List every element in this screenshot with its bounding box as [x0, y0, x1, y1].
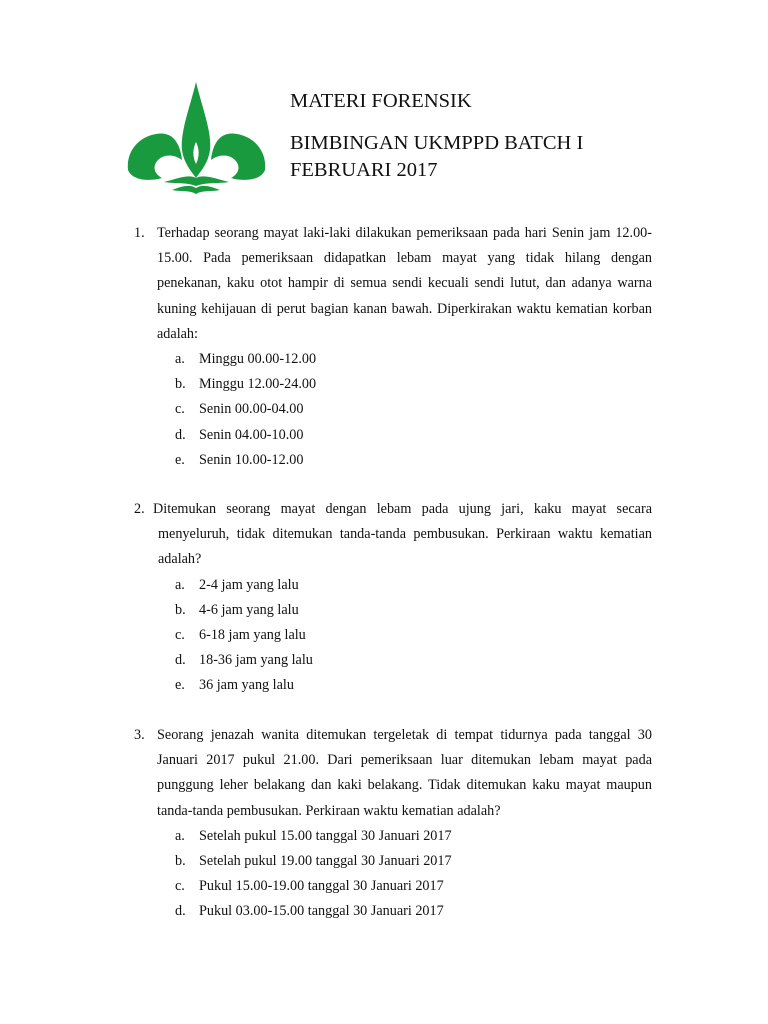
- option-label: a.: [175, 351, 185, 368]
- option-item: [173, 372, 652, 397]
- question-number: 1.: [134, 225, 145, 241]
- question-2: [117, 497, 652, 699]
- document-title: MATERI FORENSIK: [290, 90, 472, 112]
- question-text: Seorang jenazah wanita ditemukan tergeletak di tempat tidurnya pada tanggal 30 Januari 2017 pukul 21.00. Dari pemeriksaan luar ditemukan lebam mayat pada punggung leher belakang dan kaki belakang. Tidak ditemukan kaku mayat maupun tanda-tanda pembusukan. Perkiraan waktu kematian adalah?: [157, 727, 652, 819]
- option-item: [173, 824, 652, 849]
- option-text: Minggu 00.00-12.00: [199, 351, 317, 368]
- option-text: Senin 00.00-04.00: [199, 401, 304, 418]
- option-label: c.: [175, 878, 185, 895]
- option-text: 2-4 jam yang lalu: [199, 576, 299, 593]
- option-text: 36 jam yang lalu: [199, 677, 294, 694]
- option-label: b.: [175, 853, 186, 869]
- question-number: 2.: [134, 501, 145, 517]
- option-label: e.: [175, 451, 185, 468]
- option-text: Pukul 03.00-15.00 tanggal 30 Januari 2017: [199, 903, 444, 920]
- option-label: c.: [175, 626, 185, 643]
- option-item: [173, 598, 652, 623]
- question-text: Ditemukan seorang mayat dengan lebam pada ujung jari, kaku mayat secara menyeluruh, tidak ditemukan tanda-tanda pembusukan. Perkiraan waktu kematian adalah?: [153, 501, 652, 568]
- option-text: Setelah pukul 19.00 tanggal 30 Januari 2017: [199, 853, 452, 869]
- option-item: [173, 849, 652, 874]
- option-text: Senin 04.00-10.00: [199, 426, 304, 443]
- document-header: [290, 88, 583, 184]
- option-text: Minggu 12.00-24.00: [199, 376, 317, 393]
- option-text: Pukul 15.00-19.00 tanggal 30 Januari 2017: [199, 878, 444, 895]
- question-1: [117, 221, 652, 473]
- option-item: [173, 397, 652, 422]
- question-number: 3.: [134, 727, 145, 743]
- question-3: [117, 723, 652, 925]
- option-item: [173, 899, 652, 924]
- institution-logo-icon: [124, 82, 269, 197]
- option-list: [173, 573, 652, 699]
- option-label: d.: [175, 652, 186, 669]
- question-text: Terhadap seorang mayat laki-laki dilakukan pemeriksaan pada hari Senin jam 12.00-15.00. Pada pemeriksaan didapatkan lebam mayat yang tidak hilang dengan penekanan, kaku otot hampir di semua sendi kecuali sendi lutut, dan adanya warna kuning kehijauan di perut bagian kanan bawah. Diperkirakan waktu kematian korban adalah:: [157, 225, 652, 342]
- option-label: a.: [175, 827, 185, 844]
- document-subtitle-line1: BIMBINGAN UKMPPD BATCH I: [290, 132, 584, 154]
- option-item: [173, 648, 652, 673]
- option-label: b.: [175, 376, 186, 393]
- option-item: [173, 448, 652, 473]
- option-label: d.: [175, 426, 186, 443]
- option-item: [173, 573, 652, 598]
- option-label: b.: [175, 601, 186, 618]
- option-text: Setelah pukul 15.00 tanggal 30 Januari 2017: [199, 827, 452, 844]
- option-label: c.: [175, 401, 185, 418]
- option-item: [173, 874, 652, 899]
- option-item: [173, 673, 652, 698]
- option-list: [173, 824, 652, 925]
- option-item: [173, 623, 652, 648]
- option-text: 4-6 jam yang lalu: [199, 601, 299, 618]
- option-item: [173, 423, 652, 448]
- document-subtitle-line2: FEBRUARI 2017: [290, 159, 438, 181]
- option-list: [173, 347, 652, 473]
- option-text: Senin 10.00-12.00: [199, 451, 304, 468]
- option-label: e.: [175, 677, 185, 694]
- option-item: [173, 347, 652, 372]
- option-text: 18-36 jam yang lalu: [199, 652, 313, 669]
- option-label: d.: [175, 903, 186, 920]
- option-text: 6-18 jam yang lalu: [199, 626, 306, 643]
- option-label: a.: [175, 576, 185, 593]
